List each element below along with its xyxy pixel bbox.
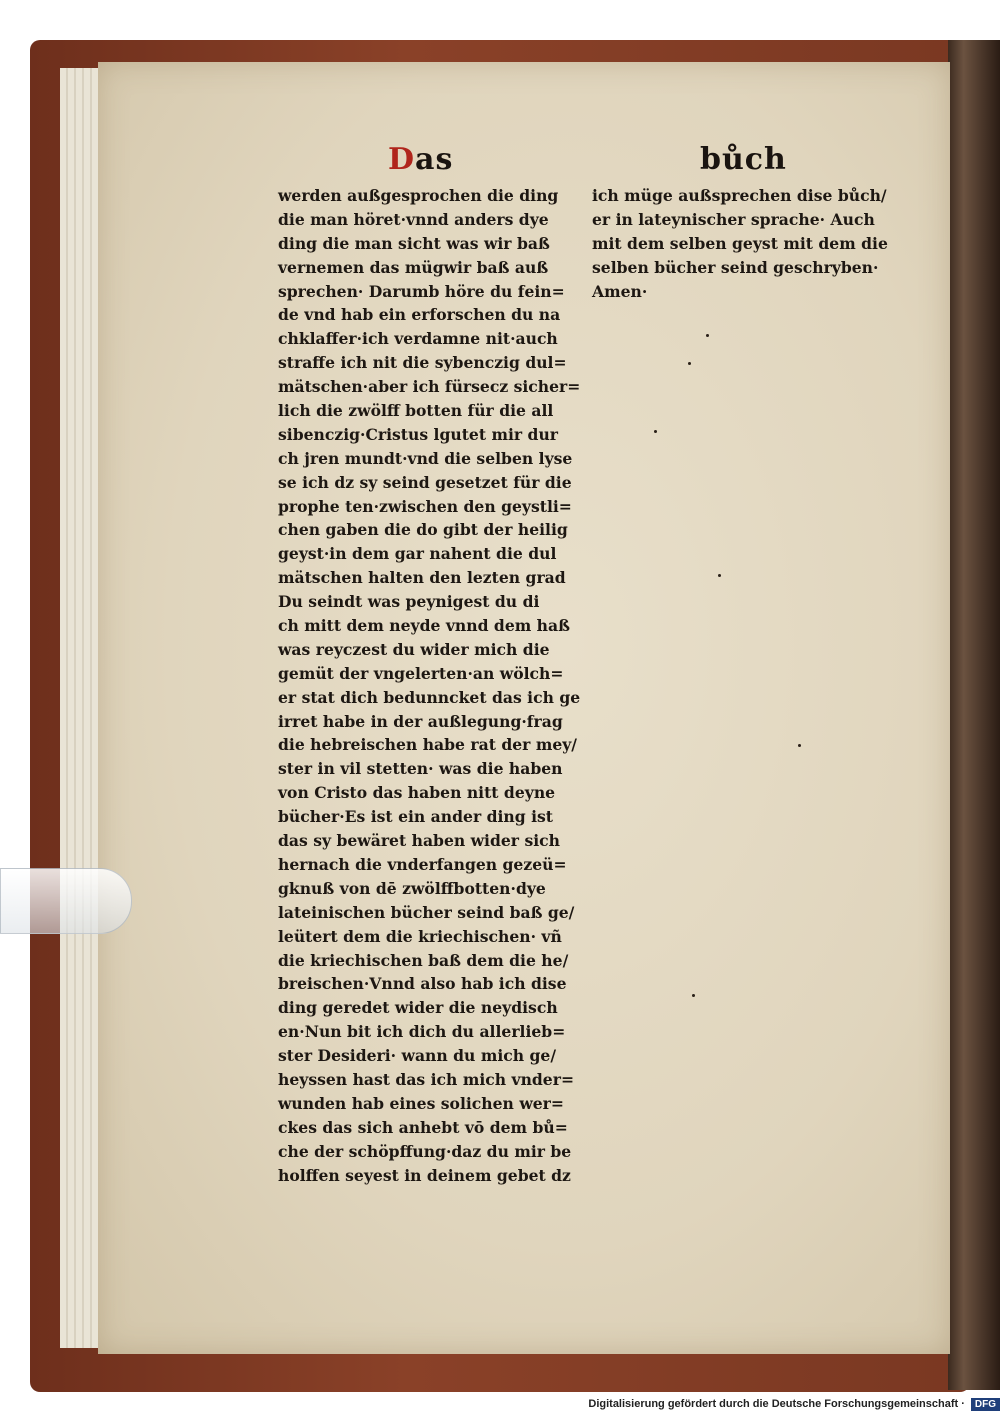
text-line: ding geredet wider die neydisch xyxy=(278,998,558,1018)
text-line: leütert dem die kriechischen· vñ xyxy=(278,926,562,946)
text-line: che der schöpffung·daz du mir be xyxy=(278,1141,572,1161)
text-line: holffen seyest in deinem gebet dz xyxy=(278,1165,571,1185)
text-line: die hebreischen habe rat der mey/ xyxy=(278,735,577,755)
text-line: lich die zwölff botten für die all xyxy=(278,401,554,421)
text-line: ckes das sich anhebt vō dem bů= xyxy=(278,1117,568,1137)
text-line: mätschen·aber ich fürsecz sicher= xyxy=(278,377,581,397)
text-line: Du seindt was peynigest du di xyxy=(278,592,540,612)
footer-credit xyxy=(588,1395,1000,1413)
running-head-right: bůch xyxy=(700,142,787,177)
running-head-left: Das xyxy=(388,142,454,177)
text-line: bücher·Es ist ein ander ding ist xyxy=(278,807,553,827)
text-line: chen gaben die do gibt der heilig xyxy=(278,520,568,540)
text-line: die kriechischen baß dem die he/ xyxy=(278,950,569,970)
text-line: er in lateynischer sprache· Auch xyxy=(592,209,875,229)
facing-page-edge xyxy=(948,40,1000,1390)
text-line: ding die man sicht was wir baß xyxy=(278,233,550,253)
text-line: hernach die vnderfangen gezeü= xyxy=(278,854,567,874)
text-line: gknuß von dē zwölffbotten·dye xyxy=(278,878,546,898)
text-line: de vnd hab ein erforschen du na xyxy=(278,305,561,325)
page-clamp xyxy=(0,868,132,934)
text-line: werden außgesprochen die ding xyxy=(278,186,559,205)
text-line: mit dem selben geyst mit dem die xyxy=(592,233,888,253)
text-line: straffe ich nit die sybenczig dul= xyxy=(278,353,567,373)
text-line: prophe ten·zwischen den geystli= xyxy=(278,496,572,516)
text-line: breischen·Vnnd also hab ich dise xyxy=(278,974,567,994)
ink-spot xyxy=(706,334,709,337)
text-line: geyst·in dem gar nahent die dul xyxy=(278,544,557,564)
ink-spot xyxy=(692,994,695,997)
text-line: mätschen halten den lezten grad xyxy=(278,568,566,588)
ink-spot xyxy=(718,574,721,577)
text-line: er stat dich bedunncket das ich ge xyxy=(278,687,581,707)
text-line: von Cristo das haben nitt deyne xyxy=(278,783,556,803)
text-line: ster Desideri· wann du mich ge/ xyxy=(278,1046,557,1066)
text-line: sibenczig·Cristus lgutet mir dur xyxy=(278,424,558,444)
text-line: se ich dz sy seind gesetzet für die xyxy=(278,472,572,492)
ink-spot xyxy=(688,362,691,365)
text-line: vernemen das mügwir baß auß xyxy=(278,257,549,277)
text-line: sprechen· Darumb höre du fein= xyxy=(278,281,565,301)
text-line: selben bücher seind geschryben· xyxy=(592,257,879,277)
text-line: irret habe in der außlegung·frag xyxy=(278,711,563,731)
text-line: Amen· xyxy=(592,281,648,301)
text-line: wunden hab eines solichen wer= xyxy=(278,1093,564,1113)
ink-spot xyxy=(798,744,801,747)
text-line: ch mitt dem neyde vnnd dem haß xyxy=(278,616,570,636)
text-line: ich müge außsprechen dise bůch/ xyxy=(592,186,887,205)
left-text-column xyxy=(278,184,580,1187)
text-line: lateinischen bücher seind baß ge/ xyxy=(278,902,575,922)
footer-text: Digitalisierung gefördert durch die Deutsche Forschungsgemeinschaft · xyxy=(588,1398,965,1410)
text-line: die man höret·vnnd anders dye xyxy=(278,209,549,229)
text-line: en·Nun bit ich dich du allerlieb= xyxy=(278,1022,566,1042)
text-line: heyssen hast das ich mich vnder= xyxy=(278,1069,575,1089)
text-line: das sy bewäret haben wider sich xyxy=(278,831,560,851)
text-line: chklaffer·ich verdamne nit·auch xyxy=(278,329,558,349)
text-line: ch jren mundt·vnd die selben lyse xyxy=(278,448,573,468)
dfg-logo: DFG xyxy=(971,1398,1000,1411)
right-text-column xyxy=(592,184,888,303)
text-line: gemüt der vngelerten·an wölch= xyxy=(278,663,564,683)
text-line: was reyczest du wider mich die xyxy=(278,639,550,659)
ink-spot xyxy=(654,430,657,433)
text-line: ster in vil stetten· was die haben xyxy=(278,759,563,779)
